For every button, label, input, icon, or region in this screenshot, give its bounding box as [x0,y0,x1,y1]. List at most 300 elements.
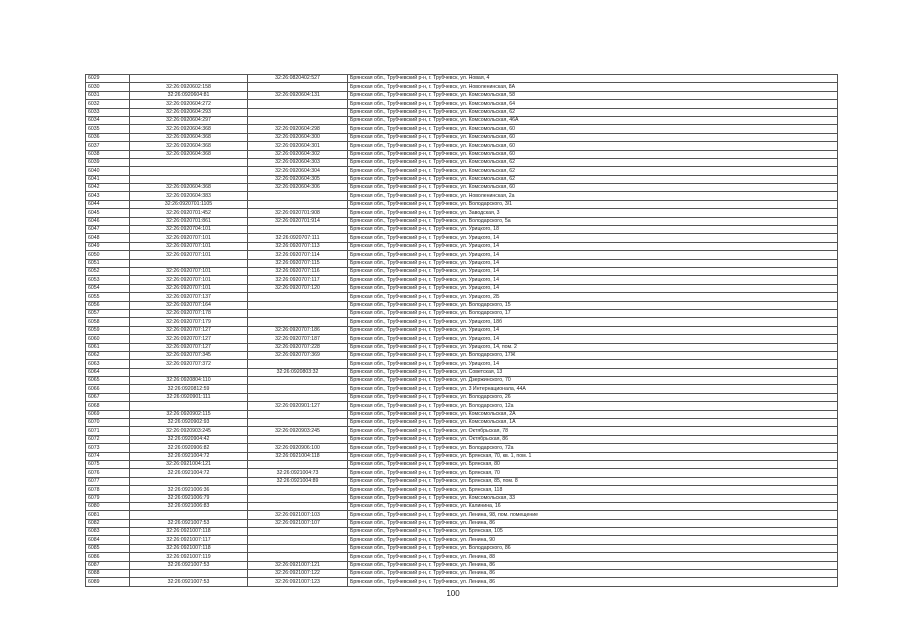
object-cadastral-number-cell: 32:26:0920707:369 [248,351,348,359]
record-number-cell: 6048 [86,234,130,242]
table-row [86,200,838,208]
address-cell: Брянская обл., Трубчевский р-н, г. Трубчевск, ул. Урицкого, 14 [348,234,838,242]
record-number-cell: 6053 [86,276,130,284]
record-number-cell: 6089 [86,578,130,586]
parcel-cadastral-number-cell: 32:26:0921007:118 [130,528,248,536]
table-row [86,175,838,183]
table-row [86,158,838,166]
table-row [86,502,838,510]
record-number-cell: 6041 [86,175,130,183]
parcel-cadastral-number-cell: 32:26:0920707:127 [130,343,248,351]
table-row [86,368,838,376]
record-number-cell: 6083 [86,528,130,536]
table-body [86,75,838,587]
parcel-cadastral-number-cell [130,477,248,485]
address-cell: Брянская обл., Трубчевский р-н, г. Трубчевск, ул. Ленина, 86 [348,519,838,527]
object-cadastral-number-cell [248,486,348,494]
record-number-cell: 6052 [86,267,130,275]
record-number-cell: 6086 [86,553,130,561]
address-cell: Брянская обл., Трубчевский р-н, г. Трубчевск, ул. Урицкого, 14 [348,259,838,267]
parcel-cadastral-number-cell: 32:26:0920707:101 [130,234,248,242]
parcel-cadastral-number-cell: 32:26:0921006:83 [130,502,248,510]
address-cell: Брянская обл., Трубчевский р-н, г. Трубчевск, ул. Комсомольская, 64 [348,100,838,108]
address-cell: Брянская обл., Трубчевский р-н, г. Трубчевск, ул. Ленина, 90 [348,536,838,544]
object-cadastral-number-cell [248,108,348,116]
record-number-cell: 6055 [86,293,130,301]
table-row [86,435,838,443]
table-row [86,360,838,368]
record-number-cell: 6066 [86,385,130,393]
record-number-cell: 6059 [86,326,130,334]
address-cell: Брянская обл., Трубчевский р-н, г. Трубчевск, ул. Комсомольская, 1А [348,419,838,427]
parcel-cadastral-number-cell: 32:26:0921007:119 [130,553,248,561]
property-register-table [85,74,838,587]
parcel-cadastral-number-cell: 32:26:0920903:245 [130,427,248,435]
record-number-cell: 6062 [86,351,130,359]
parcel-cadastral-number-cell: 32:26:0921004:121 [130,460,248,468]
address-cell: Брянская обл., Трубчевский р-н, г. Трубчевск, ул. Ленина, 98, пом. помещение [348,511,838,519]
table-row [86,511,838,519]
address-cell: Брянская обл., Трубчевский р-н, г. Трубчевск, ул. Заводская, 3 [348,209,838,217]
table-row [86,209,838,217]
address-cell: Брянская обл., Трубчевский р-н, г. Трубчевск, ул. Брянская, 70 [348,469,838,477]
object-cadastral-number-cell [248,318,348,326]
record-number-cell: 6061 [86,343,130,351]
table-row [86,561,838,569]
address-cell: Брянская обл., Трубчевский р-н, г. Трубчевск, ул. Володарского, 17Ж [348,351,838,359]
table-row [86,427,838,435]
record-number-cell: 6035 [86,125,130,133]
object-cadastral-number-cell [248,385,348,393]
parcel-cadastral-number-cell: 32:26:0920604:81 [130,91,248,99]
address-cell: Брянская обл., Трубчевский р-н, г. Трубчевск, ул. Урицкого, 14 [348,267,838,275]
record-number-cell: 6036 [86,133,130,141]
parcel-cadastral-number-cell: 32:26:0920804:110 [130,377,248,385]
object-cadastral-number-cell: 32:26:0920604:300 [248,133,348,141]
record-number-cell: 6081 [86,511,130,519]
parcel-cadastral-number-cell: 32:26:0921004:72 [130,469,248,477]
record-number-cell: 6037 [86,142,130,150]
record-number-cell: 6075 [86,460,130,468]
address-cell: Брянская обл., Трубчевский р-н, г. Трубчевск, ул. Володарского, 5а [348,217,838,225]
record-number-cell: 6077 [86,477,130,485]
object-cadastral-number-cell: 32:26:0920604:305 [248,175,348,183]
table-row [86,460,838,468]
address-cell: Брянская обл., Трубчевский р-н, г. Трубчевск, ул. Новоленинская, 2а [348,192,838,200]
table-row [86,309,838,317]
record-number-cell: 6030 [86,83,130,91]
table-row [86,91,838,99]
parcel-cadastral-number-cell: 32:26:0920707:137 [130,293,248,301]
parcel-cadastral-number-cell [130,158,248,166]
parcel-cadastral-number-cell: 32:26:0921007:53 [130,519,248,527]
parcel-cadastral-number-cell: 32:26:0920604:368 [130,184,248,192]
object-cadastral-number-cell: 32:26:0921004:73 [248,469,348,477]
object-cadastral-number-cell [248,226,348,234]
address-cell: Брянская обл., Трубчевский р-н, г. Трубчевск, ул. Советская, 13 [348,368,838,376]
table-row [86,402,838,410]
object-cadastral-number-cell: 32:26:0921007:123 [248,578,348,586]
record-number-cell: 6071 [86,427,130,435]
object-cadastral-number-cell [248,393,348,401]
address-cell: Брянская обл., Трубчевский р-н, г. Трубчевск, ул. Комсомольская, 62 [348,108,838,116]
table-row [86,351,838,359]
record-number-cell: 6079 [86,494,130,502]
table-row [86,477,838,485]
parcel-cadastral-number-cell: 32:26:0920707:179 [130,318,248,326]
object-cadastral-number-cell: 32:26:0920707:186 [248,326,348,334]
record-number-cell: 6044 [86,200,130,208]
parcel-cadastral-number-cell: 32:26:0921007:53 [130,578,248,586]
object-cadastral-number-cell: 32:26:0920707:120 [248,284,348,292]
record-number-cell: 6072 [86,435,130,443]
address-cell: Брянская обл., Трубчевский р-н, г. Трубчевск, ул. Володарского, 72а [348,444,838,452]
table-row [86,116,838,124]
address-cell: Брянская обл., Трубчевский р-н, г. Трубчевск, ул. Новоленинская, 8А [348,83,838,91]
object-cadastral-number-cell [248,377,348,385]
object-cadastral-number-cell [248,293,348,301]
address-cell: Брянская обл., Трубчевский р-н, г. Трубчевск, ул. Урицкого, 14 [348,284,838,292]
parcel-cadastral-number-cell: 32:26:0920707:101 [130,242,248,250]
parcel-cadastral-number-cell: 32:26:0920812:59 [130,385,248,393]
table-row [86,494,838,502]
record-number-cell: 6045 [86,209,130,217]
record-number-cell: 6080 [86,502,130,510]
address-cell: Брянская обл., Трубчевский р-н, г. Трубчевск, ул. Урицкого, 14 [348,251,838,259]
object-cadastral-number-cell [248,309,348,317]
parcel-cadastral-number-cell: 32:26:0920707:345 [130,351,248,359]
object-cadastral-number-cell: 32:26:0920803:32 [248,368,348,376]
parcel-cadastral-number-cell: 32:26:0921004:72 [130,452,248,460]
record-number-cell: 6058 [86,318,130,326]
table-row [86,326,838,334]
address-cell: Брянская обл., Трубчевский р-н, г. Трубчевск, ул. Комсомольская, 60 [348,184,838,192]
record-number-cell: 6040 [86,167,130,175]
parcel-cadastral-number-cell: 32:26:0920904:42 [130,435,248,443]
object-cadastral-number-cell: 32:26:0920707:115 [248,259,348,267]
table-row [86,192,838,200]
parcel-cadastral-number-cell [130,75,248,83]
parcel-cadastral-number-cell: 32:26:0921007:117 [130,536,248,544]
table-row [86,108,838,116]
address-cell: Брянская обл., Трубчевский р-н, г. Трубчевск, ул. Новая, 4 [348,75,838,83]
record-number-cell: 6039 [86,158,130,166]
address-cell: Брянская обл., Трубчевский р-н, г. Трубчевск, ул. Ленина, 86 [348,561,838,569]
object-cadastral-number-cell: 32:26:0920604:304 [248,167,348,175]
table-row [86,284,838,292]
parcel-cadastral-number-cell: 32:26:0920707:127 [130,326,248,334]
address-cell: Брянская обл., Трубчевский р-н, г. Трубчевск, ул. Урицкого, 2Б [348,293,838,301]
table-row [86,133,838,141]
object-cadastral-number-cell [248,553,348,561]
address-cell: Брянская обл., Трубчевский р-н, г. Трубчевск, ул. Брянская, 70, кв. 1, пом. 1 [348,452,838,460]
record-number-cell: 6033 [86,108,130,116]
table-row [86,125,838,133]
parcel-cadastral-number-cell: 32:26:0921006:79 [130,494,248,502]
record-number-cell: 6051 [86,259,130,267]
address-cell: Брянская обл., Трубчевский р-н, г. Трубчевск, ул. Урицкого, 14, пом. 2 [348,343,838,351]
table-row [86,536,838,544]
address-cell: Брянская обл., Трубчевский р-н, г. Трубчевск, ул. Комсомольская, 62 [348,167,838,175]
object-cadastral-number-cell: 32:26:0920604:303 [248,158,348,166]
record-number-cell: 6065 [86,377,130,385]
table-row [86,217,838,225]
record-number-cell: 6043 [86,192,130,200]
object-cadastral-number-cell: 32:26:0920604:298 [248,125,348,133]
parcel-cadastral-number-cell: 32:26:0920604:297 [130,116,248,124]
address-cell: Брянская обл., Трубчевский р-н, г. Трубчевск, ул. Октябрьская, 78 [348,427,838,435]
object-cadastral-number-cell [248,360,348,368]
address-cell: Брянская обл., Трубчевский р-н, г. Трубчевск, ул. 3 Интернационала, 44А [348,385,838,393]
table-row [86,100,838,108]
record-number-cell: 6042 [86,184,130,192]
address-cell: Брянская обл., Трубчевский р-н, г. Трубчевск, ул. Комсомольская, 46А [348,116,838,124]
table-row [86,75,838,83]
parcel-cadastral-number-cell: 32:26:0920701:1105 [130,200,248,208]
parcel-cadastral-number-cell: 32:26:0920604:368 [130,133,248,141]
record-number-cell: 6082 [86,519,130,527]
record-number-cell: 6074 [86,452,130,460]
object-cadastral-number-cell: 32:26:0920604:302 [248,150,348,158]
record-number-cell: 6070 [86,419,130,427]
address-cell: Брянская обл., Трубчевский р-н, г. Трубчевск, ул. Урицкого, 14 [348,360,838,368]
record-number-cell: 6054 [86,284,130,292]
parcel-cadastral-number-cell: 32:26:0920604:383 [130,192,248,200]
object-cadastral-number-cell: 32:26:0921004:118 [248,452,348,460]
object-cadastral-number-cell: 32:26:0921004:89 [248,477,348,485]
table-row [86,469,838,477]
table-row [86,452,838,460]
address-cell: Брянская обл., Трубчевский р-н, г. Трубчевск, ул. Урицкого, 14 [348,242,838,250]
table-row [86,393,838,401]
parcel-cadastral-number-cell: 32:26:0920707:178 [130,309,248,317]
table-row [86,544,838,552]
table-row [86,553,838,561]
address-cell: Брянская обл., Трубчевский р-н, г. Трубчевск, ул. Дзержинского, 70 [348,377,838,385]
page-number: 100 [446,589,460,598]
record-number-cell: 6031 [86,91,130,99]
table-row [86,251,838,259]
record-number-cell: 6087 [86,561,130,569]
parcel-cadastral-number-cell: 32:26:0920602:158 [130,83,248,91]
address-cell: Брянская обл., Трубчевский р-н, г. Трубчевск, ул. Октябрьская, 86 [348,435,838,443]
address-cell: Брянская обл., Трубчевский р-н, г. Трубчевск, ул. Ленина, 86 [348,570,838,578]
table-row [86,167,838,175]
address-cell: Брянская обл., Трубчевский р-н, г. Трубчевск, ул. Комсомольская, 60 [348,142,838,150]
parcel-cadastral-number-cell: 32:26:0920707:101 [130,267,248,275]
address-cell: Брянская обл., Трубчевский р-н, г. Трубчевск, ул. Урицкого, 18 [348,226,838,234]
record-number-cell: 6032 [86,100,130,108]
record-number-cell: 6084 [86,536,130,544]
record-number-cell: 6038 [86,150,130,158]
record-number-cell: 6076 [86,469,130,477]
record-number-cell: 6060 [86,335,130,343]
record-number-cell: 6056 [86,301,130,309]
parcel-cadastral-number-cell [130,167,248,175]
record-number-cell: 6050 [86,251,130,259]
address-cell: Брянская обл., Трубчевский р-н, г. Трубчевск, ул. Урицкого, 14 [348,326,838,334]
object-cadastral-number-cell [248,100,348,108]
record-number-cell: 6034 [86,116,130,124]
parcel-cadastral-number-cell: 32:26:0920707:127 [130,335,248,343]
record-number-cell: 6064 [86,368,130,376]
table-row [86,276,838,284]
table-row [86,184,838,192]
address-cell: Брянская обл., Трубчевский р-н, г. Трубчевск, ул. Володарского, 26 [348,393,838,401]
address-cell: Брянская обл., Трубчевский р-н, г. Трубчевск, ул. Урицкого, 14 [348,276,838,284]
object-cadastral-number-cell [248,116,348,124]
table-row [86,318,838,326]
table-row [86,519,838,527]
record-number-cell: 6046 [86,217,130,225]
address-cell: Брянская обл., Трубчевский р-н, г. Трубчевск, ул. Володарского, 17 [348,309,838,317]
address-cell: Брянская обл., Трубчевский р-н, г. Трубчевск, ул. Урицкого, 14 [348,335,838,343]
address-cell: Брянская обл., Трубчевский р-н, г. Трубчевск, ул. Комсомольская, 2А [348,410,838,418]
table-row [86,259,838,267]
address-cell: Брянская обл., Трубчевский р-н, г. Трубчевск, ул. Урицкого, 18б [348,318,838,326]
object-cadastral-number-cell [248,544,348,552]
address-cell: Брянская обл., Трубчевский р-н, г. Трубчевск, ул. Ленина, 88 [348,553,838,561]
object-cadastral-number-cell [248,301,348,309]
parcel-cadastral-number-cell [130,511,248,519]
parcel-cadastral-number-cell: 32:26:0920902:93 [130,419,248,427]
record-number-cell: 6069 [86,410,130,418]
table-row [86,267,838,275]
table-row [86,226,838,234]
table-row [86,335,838,343]
parcel-cadastral-number-cell: 32:26:0920707:101 [130,276,248,284]
parcel-cadastral-number-cell: 32:26:0920707:101 [130,284,248,292]
address-cell: Брянская обл., Трубчевский р-н, г. Трубчевск, ул. Володарского, 12а [348,402,838,410]
parcel-cadastral-number-cell: 32:26:0920604:368 [130,142,248,150]
record-number-cell: 6049 [86,242,130,250]
object-cadastral-number-cell [248,502,348,510]
record-number-cell: 6085 [86,544,130,552]
object-cadastral-number-cell: 32:26:0920906:100 [248,444,348,452]
object-cadastral-number-cell: 32:26:0920707:228 [248,343,348,351]
object-cadastral-number-cell [248,83,348,91]
record-number-cell: 6057 [86,309,130,317]
table-row [86,385,838,393]
object-cadastral-number-cell: 32:26:0820402:527 [248,75,348,83]
parcel-cadastral-number-cell: 32:26:0921007:118 [130,544,248,552]
table-row [86,528,838,536]
table-row [86,150,838,158]
address-cell: Брянская обл., Трубчевский р-н, г. Трубчевск, ул. Калинина, 16 [348,502,838,510]
object-cadastral-number-cell: 32:26:0920901:127 [248,402,348,410]
object-cadastral-number-cell: 32:26:0921007:121 [248,561,348,569]
record-number-cell: 6088 [86,570,130,578]
object-cadastral-number-cell [248,435,348,443]
parcel-cadastral-number-cell: 32:26:0920707:372 [130,360,248,368]
record-number-cell: 6063 [86,360,130,368]
table-row [86,570,838,578]
record-number-cell: 6067 [86,393,130,401]
object-cadastral-number-cell: 32:26:0920707:116 [248,267,348,275]
table-row [86,301,838,309]
parcel-cadastral-number-cell [130,175,248,183]
object-cadastral-number-cell [248,200,348,208]
table-row [86,242,838,250]
object-cadastral-number-cell [248,192,348,200]
record-number-cell: 6073 [86,444,130,452]
table-row [86,578,838,586]
parcel-cadastral-number-cell [130,368,248,376]
object-cadastral-number-cell: 32:26:0920707:187 [248,335,348,343]
object-cadastral-number-cell [248,494,348,502]
address-cell: Брянская обл., Трубчевский р-н, г. Трубчевск, ул. Комсомольская, 62 [348,175,838,183]
address-cell: Брянская обл., Трубчевский р-н, г. Трубчевск, ул. Володарского, 86 [348,544,838,552]
table-row [86,444,838,452]
address-cell: Брянская обл., Трубчевский р-н, г. Трубчевск, ул. Володарского, 3/1 [348,200,838,208]
parcel-cadastral-number-cell [130,402,248,410]
address-cell: Брянская обл., Трубчевский р-н, г. Трубчевск, ул. Комсомольская, 62 [348,158,838,166]
address-cell: Брянская обл., Трубчевский р-н, г. Трубчевск, ул. Комсомольская, 60 [348,150,838,158]
address-cell: Брянская обл., Трубчевский р-н, г. Трубчевск, ул. Ленина, 86 [348,578,838,586]
address-cell: Брянская обл., Трубчевский р-н, г. Трубчевск, ул. Володарского, 15 [348,301,838,309]
object-cadastral-number-cell [248,528,348,536]
table-row [86,142,838,150]
parcel-cadastral-number-cell: 32:26:0920707:101 [130,251,248,259]
object-cadastral-number-cell [248,460,348,468]
object-cadastral-number-cell: 32:26:0920604:306 [248,184,348,192]
address-cell: Брянская обл., Трубчевский р-н, г. Трубчевск, ул. Комсомольская, 58 [348,91,838,99]
address-cell: Брянская обл., Трубчевский р-н, г. Трубчевск, ул. Комсомольская, 60 [348,133,838,141]
table-row [86,419,838,427]
parcel-cadastral-number-cell: 32:26:0920906:82 [130,444,248,452]
table-row [86,343,838,351]
object-cadastral-number-cell [248,536,348,544]
parcel-cadastral-number-cell: 32:26:0921007:53 [130,561,248,569]
object-cadastral-number-cell: 32:26:0920707:117 [248,276,348,284]
object-cadastral-number-cell: 32:26:0920701:908 [248,209,348,217]
parcel-cadastral-number-cell [130,570,248,578]
parcel-cadastral-number-cell [130,259,248,267]
parcel-cadastral-number-cell: 32:26:0920701:861 [130,217,248,225]
object-cadastral-number-cell: 32:26:0920903:245 [248,427,348,435]
table-row [86,234,838,242]
table-row [86,293,838,301]
object-cadastral-number-cell [248,419,348,427]
parcel-cadastral-number-cell: 32:26:0920902:115 [130,410,248,418]
parcel-cadastral-number-cell: 32:26:0920604:293 [130,108,248,116]
address-cell: Брянская обл., Трубчевский р-н, г. Трубчевск, ул. Брянская, 118 [348,486,838,494]
parcel-cadastral-number-cell: 32:26:0920901:111 [130,393,248,401]
object-cadastral-number-cell: 32:26:0921007:107 [248,519,348,527]
parcel-cadastral-number-cell: 32:26:0920604:368 [130,125,248,133]
address-cell: Брянская обл., Трубчевский р-н, г. Трубчевск, ул. Брянская, 105 [348,528,838,536]
parcel-cadastral-number-cell: 32:26:0920604:272 [130,100,248,108]
object-cadastral-number-cell: 32:26:0920707:114 [248,251,348,259]
record-number-cell: 6047 [86,226,130,234]
record-number-cell: 6029 [86,75,130,83]
object-cadastral-number-cell: 32:26:0920604:301 [248,142,348,150]
table-row [86,486,838,494]
object-cadastral-number-cell: 32:26:0921007:122 [248,570,348,578]
address-cell: Брянская обл., Трубчевский р-н, г. Трубчевск, ул. Брянская, 80 [348,460,838,468]
parcel-cadastral-number-cell: 32:26:0920704:101 [130,226,248,234]
parcel-cadastral-number-cell: 32:26:0920701:452 [130,209,248,217]
parcel-cadastral-number-cell: 32:26:0920707:164 [130,301,248,309]
record-number-cell: 6068 [86,402,130,410]
address-cell: Брянская обл., Трубчевский р-н, г. Трубчевск, ул. Комсомольская, 60 [348,125,838,133]
address-cell: Брянская обл., Трубчевский р-н, г. Трубчевск, ул. Брянская, 85, пом. 8 [348,477,838,485]
parcel-cadastral-number-cell: 32:26:0921006:36 [130,486,248,494]
address-cell: Брянская обл., Трубчевский р-н, г. Трубчевск, ул. Комсомольская, 33 [348,494,838,502]
object-cadastral-number-cell: 32:26:0920701:914 [248,217,348,225]
parcel-cadastral-number-cell: 32:26:0920604:368 [130,150,248,158]
object-cadastral-number-cell: 32:26:0920707:111 [248,234,348,242]
